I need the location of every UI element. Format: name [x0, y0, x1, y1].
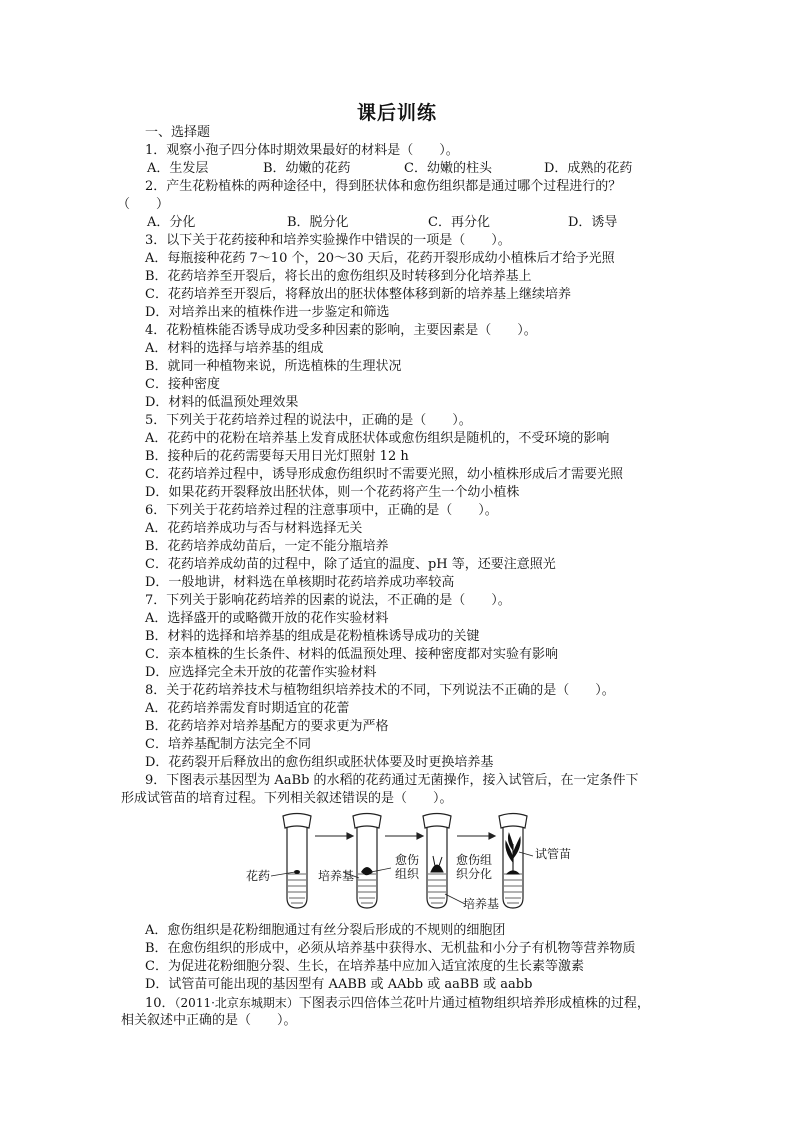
question-4-stem: 4．花粉植株能否诱导成功受多种因素的影响，主要因素是（ ）。 [145, 323, 537, 338]
section-heading: 一、选择题 [145, 125, 211, 140]
question-1-stem: 1．观察小孢子四分体时期效果最好的材料是（ ）。 [145, 143, 459, 158]
q10-number: 10． [145, 996, 175, 1011]
question-2-stem-end: （ ） [117, 197, 170, 212]
label-seedling: 试管苗 [535, 847, 572, 861]
callus-differentiation [431, 856, 443, 872]
q8-option-a: A．花药培养需发育时期适宜的花蕾 [145, 701, 350, 716]
question-9-stem-line2: 形成试管苗的培育过程。下列相关叙述错误的是（ ）。 [121, 791, 453, 806]
question-list [117, 124, 681, 1030]
question-10-stem-line1 [121, 994, 681, 1012]
label-callus-line2: 组织 [395, 867, 420, 881]
label-anther: 花药 [246, 869, 271, 883]
medium-1 [288, 874, 306, 903]
q7-option-a: A．选择盛开的或略微开放的花作实验材料 [145, 611, 389, 626]
tube-4-plug [499, 814, 527, 829]
q2-option-a: A．分化 [147, 215, 196, 230]
q6-option-b: B．花药培养成幼苗后，一定不能分瓶培养 [145, 539, 389, 554]
tube-1-plug [283, 814, 311, 829]
q5-option-d: D．如果花药开裂释放出胚状体，则一个花药将产生一个幼小植株 [145, 485, 520, 500]
question-2-options [121, 214, 681, 232]
anther-culture-figure [121, 812, 681, 920]
label-differentiation-line1: 愈伤组 [456, 853, 493, 867]
medium-2 [358, 874, 376, 903]
label-callus-line1: 愈伤 [395, 853, 420, 867]
q2-option-c: C．再分化 [428, 215, 490, 230]
q8-option-b: B．花药培养对培养基配方的要求更为严格 [145, 719, 389, 734]
q8-option-c: C．培养基配制方法完全不同 [145, 737, 311, 752]
q7-option-c: C．亲本植株的生长条件、材料的低温预处理、接种密度都对实验有影响 [145, 647, 558, 662]
label-medium-2: 培养基 [463, 897, 500, 911]
question-10-stem-line2: 相关叙述中正确的是（ ）。 [121, 1013, 297, 1028]
q5-option-c: C．花药培养过程中，诱导形成愈伤组织时不需要光照，幼小植株形成后才需要光照 [145, 467, 623, 482]
question-8-stem: 8．关于花药培养技术与植物组织培养技术的不同，下列说法不正确的是（ ）。 [145, 683, 615, 698]
tube-1 [287, 826, 307, 908]
q7-option-d: D．应选择完全未开放的花蕾作实验材料 [145, 665, 377, 680]
q7-option-b: B．材料的选择和培养基的组成是花粉植株诱导成功的关键 [145, 629, 480, 644]
medium-3 [428, 874, 446, 903]
q3-option-a: A．每瓶接种花药 7～10 个，20～30 天后，花药开裂形成幼小植株后才给予光照 [145, 251, 615, 266]
q3-option-d: D．对培养出来的植株作进一步鉴定和筛选 [145, 305, 390, 320]
q4-option-c: C．接种密度 [145, 377, 220, 392]
question-1-options [121, 160, 681, 178]
q6-option-a: A．花药培养成功与否与材料选择无关 [145, 521, 363, 536]
q5-option-a: A．花药中的花粉在培养基上发育成胚状体或愈伤组织是随机的，不受环境的影响 [145, 431, 610, 446]
tube-3-plug [423, 814, 451, 829]
label-differentiation-line2: 织分化 [456, 867, 493, 881]
q3-option-c: C．花药培养至开裂后，将释放出的胚状体整体移到新的培养基上继续培养 [145, 287, 571, 302]
label-medium-1: 培养基 [318, 869, 355, 883]
question-9-stem-line1: 9．下图表示基因型为 AaBb 的水稻的花药通过无菌操作，接入试管后，在一定条件下 [145, 773, 639, 788]
q2-option-d: D．诱导 [568, 215, 618, 230]
q1-option-d: D．成熟的花药 [544, 161, 633, 176]
q2-option-b: B．脱分化 [287, 215, 349, 230]
q9-option-b: B．在愈伤组织的形成中，必须从培养基中获得水、无机盐和小分子有机物等营养物质 [145, 941, 636, 956]
q4-option-d: D．材料的低温预处理效果 [145, 395, 299, 410]
question-6-stem: 6．下列关于花药培养过程的注意事项中，正确的是（ ）。 [145, 503, 498, 518]
q6-option-c: C．花药培养成幼苗的过程中，除了适宜的温度、pH 等，还要注意照光 [145, 557, 556, 572]
q1-option-c: C．幼嫩的柱头 [404, 161, 492, 176]
q1-option-b: B．幼嫩的花药 [263, 161, 351, 176]
page-title: 课后训练 [356, 102, 437, 124]
question-2-stem: 2．产生花粉植株的两种途径中，得到胚状体和愈伤组织都是通过哪个过程进行的？ [145, 179, 622, 194]
q6-option-d: D．一般地讲，材料选在单核期时花药培养成功率较高 [145, 575, 455, 590]
q9-option-c: C．为促进花粉细胞分裂、生长，在培养基中应加入适宜浓度的生长素等激素 [145, 959, 584, 974]
question-5-stem: 5．下列关于花药培养过程的说法中，正确的是（ ）。 [145, 413, 472, 428]
tube-2-plug [353, 814, 381, 829]
q1-option-a: A．生发层 [147, 161, 209, 176]
q8-option-d: D．花药裂开后释放出的愈伤组织或胚状体要及时更换培养基 [145, 755, 494, 770]
question-7-stem: 7．下列关于影响花药培养的因素的说法，不正确的是（ ）。 [145, 593, 511, 608]
q5-option-b: B．接种后的花药需要每天用日光灯照射 12 h [145, 449, 409, 464]
q4-option-b: B．就同一种植物来说，所选植株的生理状况 [145, 359, 402, 374]
test-tube-seedling [506, 834, 520, 874]
q9-option-d: D．试管苗可能出现的基因型有 AABB 或 AAbb 或 aaBB 或 aabb [145, 977, 533, 992]
q10-stem-text: 下图表示四倍体兰花叶片通过植物组织培养形成植株的过程， [298, 996, 650, 1011]
q4-option-a: A．材料的选择与培养基的组成 [145, 341, 324, 356]
q10-source: （2011·北京东城期末） [174, 996, 299, 1010]
medium-4 [504, 874, 522, 903]
q9-option-a: A．愈伤组织是花粉细胞通过有丝分裂后形成的不规则的细胞团 [145, 923, 506, 938]
q3-option-b: B．花药培养至开裂后，将长出的愈伤组织及时转移到分化培养基上 [145, 269, 532, 284]
question-3-stem: 3．以下关于花药接种和培养实验操作中错误的一项是（ ）。 [145, 233, 511, 248]
